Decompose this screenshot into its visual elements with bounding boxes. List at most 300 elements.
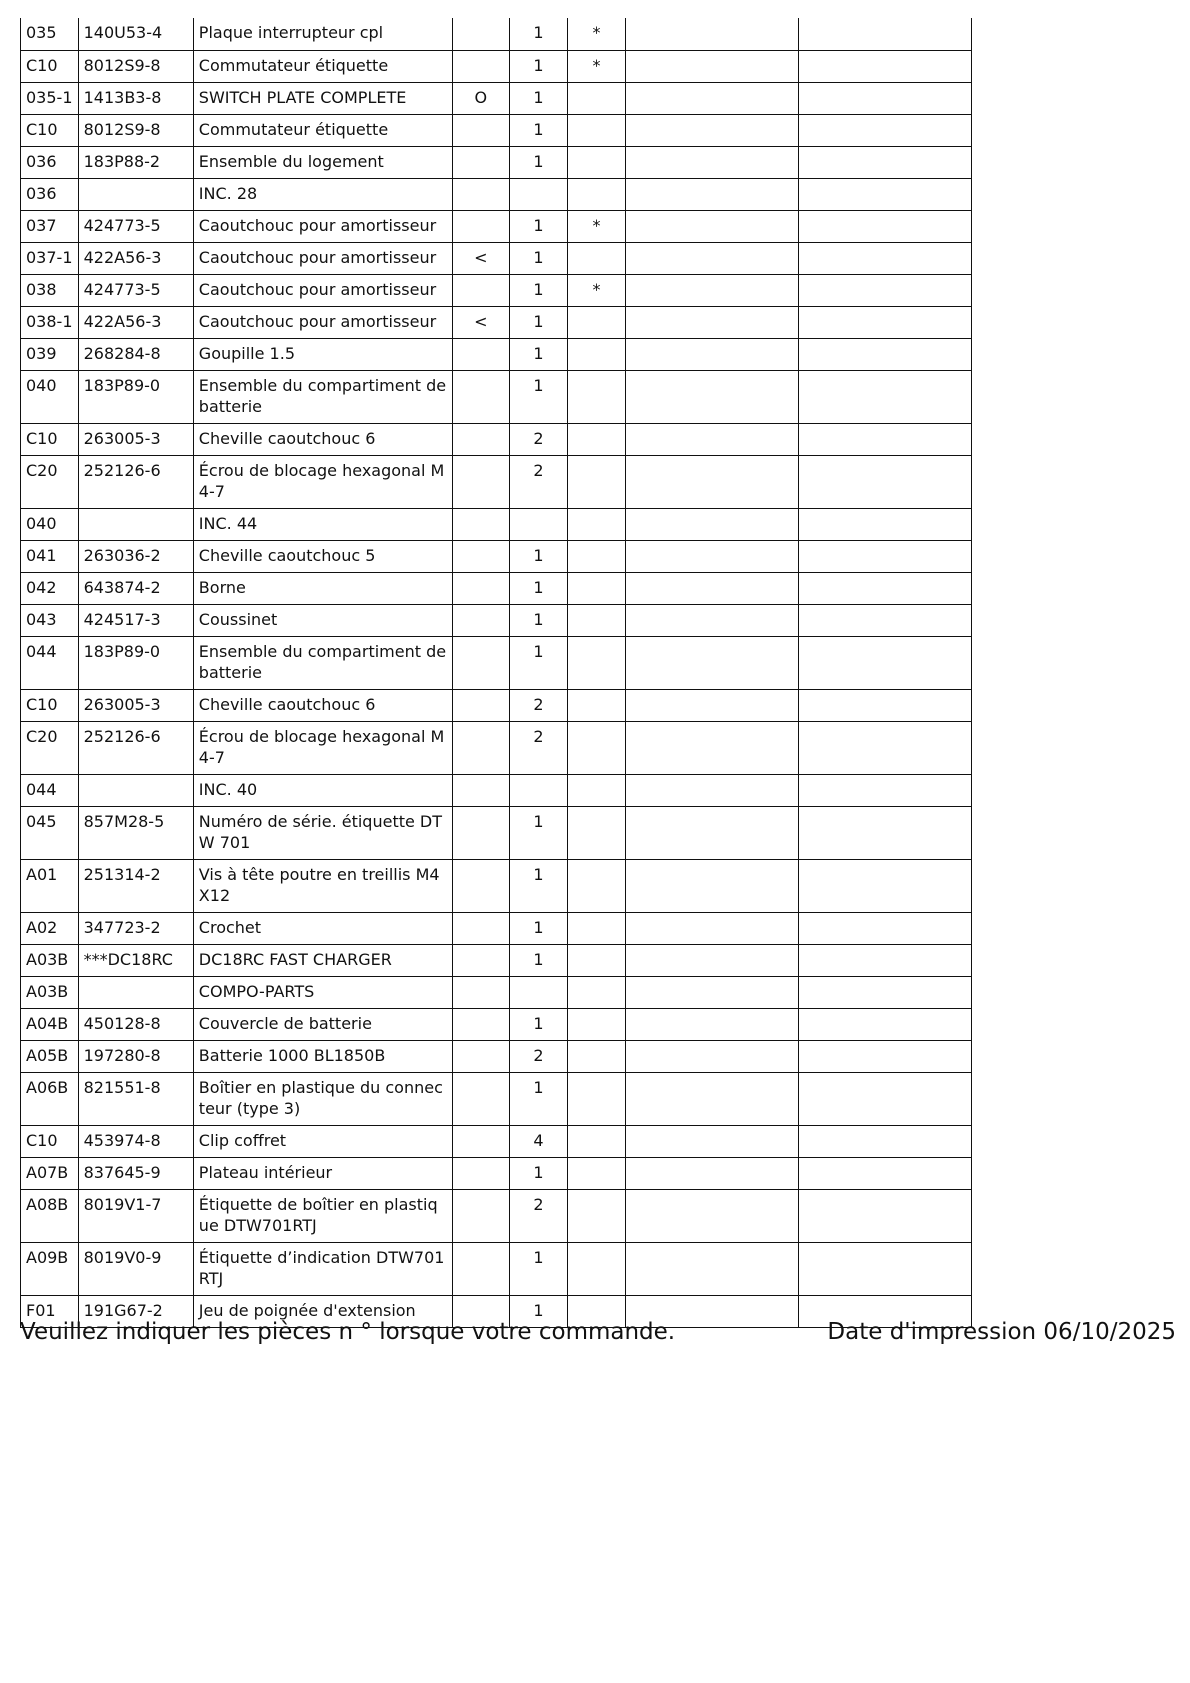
note-cell (567, 114, 626, 146)
description-cell (193, 370, 452, 423)
marker-cell (452, 572, 510, 604)
note-cell (567, 604, 626, 636)
empty-cell (626, 689, 799, 721)
description-cell (193, 774, 452, 806)
note-cell (567, 178, 626, 210)
part-number-text: 197280-8 (83, 1045, 161, 1065)
quantity-cell (510, 146, 568, 178)
marker-text (458, 807, 505, 811)
part-number-cell (78, 338, 193, 370)
marker-cell (452, 50, 510, 82)
item-number-text: 036 (26, 151, 57, 171)
note-text (573, 509, 621, 513)
empty-text (631, 1243, 793, 1247)
note-cell (567, 242, 626, 274)
part-number-text (84, 977, 188, 981)
item-number-cell (21, 976, 79, 1008)
part-number-cell (78, 976, 193, 1008)
item-number-text: 043 (26, 609, 57, 629)
marker-cell (452, 82, 510, 114)
quantity-cell (510, 859, 568, 912)
table-row (21, 806, 972, 859)
part-number-cell (78, 859, 193, 912)
description-text: Coussinet (198, 609, 278, 629)
note-cell (567, 689, 626, 721)
marker-cell (452, 455, 510, 508)
part-number-text: 424773-5 (83, 215, 161, 235)
empty-text (804, 147, 966, 151)
part-number-cell (78, 242, 193, 274)
description-text: Batterie 1000 BL1850B (198, 1045, 386, 1065)
empty-cell (626, 508, 799, 540)
quantity-text: 2 (533, 726, 544, 746)
item-number-text: F01 (26, 1300, 56, 1320)
empty-cell (799, 689, 972, 721)
description-text: SWITCH PLATE COMPLETE (198, 87, 407, 107)
empty-text (804, 722, 966, 726)
quantity-cell (510, 423, 568, 455)
empty-cell (799, 1040, 972, 1072)
marker-cell (452, 274, 510, 306)
empty-text (804, 51, 966, 55)
empty-text (631, 211, 793, 215)
note-text (573, 424, 621, 428)
empty-cell (799, 210, 972, 242)
description-text: Ensemble du compartiment de batterie (198, 641, 447, 682)
note-cell (567, 210, 626, 242)
item-number-cell (21, 423, 79, 455)
empty-cell (799, 859, 972, 912)
table-row (21, 689, 972, 721)
item-number-cell (21, 1072, 79, 1125)
quantity-text: 1 (533, 1162, 544, 1182)
note-cell (567, 370, 626, 423)
item-number-cell (21, 859, 79, 912)
empty-text (631, 637, 793, 641)
empty-cell (799, 18, 972, 50)
item-number-cell (21, 1157, 79, 1189)
marker-cell (452, 338, 510, 370)
description-cell (193, 604, 452, 636)
marker-cell (452, 859, 510, 912)
description-text: Écrou de blocage hexagonal M4-7 (198, 460, 445, 501)
empty-cell (799, 338, 972, 370)
item-number-text: 035-1 (26, 87, 73, 107)
description-cell (193, 210, 452, 242)
part-number-cell (78, 944, 193, 976)
empty-text (804, 913, 966, 917)
item-number-cell (21, 370, 79, 423)
description-cell (193, 18, 452, 50)
empty-text (804, 807, 966, 811)
empty-text (804, 371, 966, 375)
marker-text (458, 1243, 505, 1247)
note-text (573, 945, 621, 949)
quantity-cell (510, 306, 568, 338)
empty-text (631, 275, 793, 279)
marker-text (458, 509, 505, 513)
note-cell (567, 721, 626, 774)
item-number-text: C10 (26, 55, 58, 75)
marker-text (458, 456, 505, 460)
note-text (573, 307, 621, 311)
description-cell (193, 912, 452, 944)
description-cell (193, 806, 452, 859)
note-text (573, 605, 621, 609)
quantity-text (515, 775, 562, 779)
empty-text (631, 1296, 793, 1300)
table-row (21, 50, 972, 82)
item-number-cell (21, 572, 79, 604)
empty-text (804, 573, 966, 577)
quantity-cell (510, 370, 568, 423)
marker-cell (452, 721, 510, 774)
empty-cell (626, 912, 799, 944)
marker-cell (452, 636, 510, 689)
empty-cell (626, 1242, 799, 1295)
note-cell (567, 1157, 626, 1189)
empty-text (804, 1041, 966, 1045)
empty-cell (626, 18, 799, 50)
item-number-text: A08B (26, 1194, 69, 1214)
note-cell (567, 1242, 626, 1295)
note-text (573, 147, 621, 151)
marker-cell (452, 423, 510, 455)
description-text: INC. 44 (198, 513, 258, 533)
note-text (573, 1190, 621, 1194)
marker-text (458, 18, 505, 22)
empty-text (804, 860, 966, 864)
empty-cell (799, 1072, 972, 1125)
item-number-cell (21, 242, 79, 274)
note-cell (567, 50, 626, 82)
note-cell (567, 774, 626, 806)
table-row (21, 774, 972, 806)
part-number-text: 251314-2 (83, 864, 161, 884)
empty-text (631, 424, 793, 428)
part-number-cell (78, 689, 193, 721)
empty-text (804, 179, 966, 183)
quantity-cell (510, 944, 568, 976)
quantity-cell (510, 114, 568, 146)
quantity-cell (510, 721, 568, 774)
part-number-text: 252126-6 (83, 460, 161, 480)
quantity-text: 1 (533, 641, 544, 661)
description-text: Caoutchouc pour amortisseur (198, 247, 437, 267)
note-text (573, 1041, 621, 1045)
marker-text (458, 860, 505, 864)
marker-cell (452, 242, 510, 274)
table-row (21, 721, 972, 774)
empty-cell (626, 1008, 799, 1040)
item-number-cell (21, 774, 79, 806)
quantity-cell (510, 774, 568, 806)
part-number-cell (78, 604, 193, 636)
quantity-text: 1 (533, 23, 544, 42)
note-text (573, 456, 621, 460)
empty-cell (799, 774, 972, 806)
empty-text (804, 977, 966, 981)
empty-cell (799, 721, 972, 774)
description-text: Écrou de blocage hexagonal M4-7 (198, 726, 445, 767)
quantity-cell (510, 455, 568, 508)
empty-cell (799, 1008, 972, 1040)
note-cell (567, 912, 626, 944)
part-number-cell (78, 18, 193, 50)
empty-cell (626, 210, 799, 242)
note-cell (567, 976, 626, 1008)
note-text (573, 179, 621, 183)
quantity-text: 1 (533, 577, 544, 597)
part-number-text: 8012S9-8 (83, 55, 161, 75)
item-number-cell (21, 338, 79, 370)
item-number-cell (21, 114, 79, 146)
quantity-text: 1 (533, 247, 544, 267)
table-row (21, 572, 972, 604)
parts-table-body (21, 18, 972, 1327)
parts-table (20, 18, 972, 1328)
empty-cell (626, 976, 799, 1008)
quantity-cell (510, 210, 568, 242)
description-cell (193, 689, 452, 721)
empty-cell (626, 774, 799, 806)
note-text (573, 371, 621, 375)
part-number-text: ***DC18RC (83, 949, 173, 969)
marker-cell (452, 508, 510, 540)
empty-cell (799, 540, 972, 572)
description-cell (193, 721, 452, 774)
part-number-text: 453974-8 (83, 1130, 161, 1150)
quantity-cell (510, 1072, 568, 1125)
item-number-text: A07B (26, 1162, 69, 1182)
description-cell (193, 1189, 452, 1242)
quantity-cell (510, 912, 568, 944)
note-text: * (592, 23, 601, 42)
item-number-cell (21, 274, 79, 306)
part-number-text: 837645-9 (83, 1162, 161, 1182)
item-number-cell (21, 18, 79, 50)
note-text (573, 1158, 621, 1162)
quantity-text (515, 179, 562, 183)
item-number-text: C10 (26, 1130, 58, 1150)
quantity-text: 1 (533, 311, 544, 331)
description-cell (193, 338, 452, 370)
empty-cell (799, 178, 972, 210)
empty-cell (626, 1125, 799, 1157)
note-text (573, 243, 621, 247)
note-text (573, 115, 621, 119)
table-row (21, 636, 972, 689)
note-cell (567, 508, 626, 540)
table-row (21, 114, 972, 146)
empty-text (631, 51, 793, 55)
note-text (573, 1126, 621, 1130)
marker-cell (452, 306, 510, 338)
table-row (21, 82, 972, 114)
table-row (21, 1072, 972, 1125)
part-number-text (84, 509, 188, 513)
part-number-cell (78, 1157, 193, 1189)
note-text (573, 913, 621, 917)
empty-cell (626, 178, 799, 210)
note-text (573, 541, 621, 545)
quantity-text: 1 (533, 1300, 544, 1320)
empty-text (804, 637, 966, 641)
empty-text (631, 860, 793, 864)
quantity-text: 1 (533, 279, 544, 299)
print-date: Date d'impression 06/10/2025 (827, 1319, 1176, 1345)
table-row (21, 1040, 972, 1072)
item-number-cell (21, 455, 79, 508)
empty-text (631, 509, 793, 513)
empty-text (631, 1126, 793, 1130)
empty-text (804, 1296, 966, 1300)
item-number-text: A03B (26, 981, 69, 1001)
marker-text (458, 977, 505, 981)
item-number-cell (21, 1040, 79, 1072)
part-number-cell (78, 1189, 193, 1242)
quantity-text: 2 (533, 1194, 544, 1214)
quantity-cell (510, 50, 568, 82)
item-number-text: A03B (26, 949, 69, 969)
empty-cell (626, 944, 799, 976)
empty-cell (799, 274, 972, 306)
empty-cell (799, 508, 972, 540)
description-cell (193, 1242, 452, 1295)
table-row (21, 508, 972, 540)
empty-text (631, 807, 793, 811)
empty-cell (799, 636, 972, 689)
item-number-text: 035 (26, 23, 57, 42)
quantity-text: 1 (533, 917, 544, 937)
quantity-text: 2 (533, 694, 544, 714)
item-number-text: 040 (26, 375, 57, 395)
part-number-text: 643874-2 (83, 577, 161, 597)
empty-cell (626, 806, 799, 859)
item-number-cell (21, 721, 79, 774)
marker-text (458, 722, 505, 726)
part-number-text (84, 775, 188, 779)
part-number-text: 821551-8 (83, 1077, 161, 1097)
empty-cell (799, 976, 972, 1008)
item-number-text: 044 (26, 779, 57, 799)
marker-cell (452, 540, 510, 572)
empty-text (631, 147, 793, 151)
table-row (21, 912, 972, 944)
note-text (573, 807, 621, 811)
empty-text (631, 945, 793, 949)
item-number-cell (21, 210, 79, 242)
note-cell (567, 1125, 626, 1157)
marker-cell (452, 774, 510, 806)
part-number-cell (78, 306, 193, 338)
item-number-text: 039 (26, 343, 57, 363)
empty-text (804, 275, 966, 279)
part-number-cell (78, 1242, 193, 1295)
empty-cell (626, 423, 799, 455)
part-number-cell (78, 1008, 193, 1040)
item-number-cell (21, 806, 79, 859)
part-number-cell (78, 423, 193, 455)
quantity-cell (510, 1189, 568, 1242)
quantity-text: 1 (533, 545, 544, 565)
note-text (573, 860, 621, 864)
marker-cell (452, 912, 510, 944)
item-number-cell (21, 912, 79, 944)
empty-cell (799, 242, 972, 274)
quantity-text: 1 (533, 609, 544, 629)
part-number-text (84, 179, 188, 183)
item-number-cell (21, 1189, 79, 1242)
marker-cell (452, 976, 510, 1008)
quantity-cell (510, 1157, 568, 1189)
quantity-text: 2 (533, 1045, 544, 1065)
quantity-text: 1 (533, 1013, 544, 1033)
empty-cell (799, 944, 972, 976)
description-text: Caoutchouc pour amortisseur (198, 279, 437, 299)
item-number-text: 045 (26, 811, 57, 831)
quantity-text: 1 (533, 1247, 544, 1267)
empty-cell (626, 1072, 799, 1125)
marker-text (458, 1296, 505, 1300)
description-text: Borne (198, 577, 246, 597)
quantity-text (515, 977, 562, 981)
empty-text (631, 977, 793, 981)
note-cell (567, 944, 626, 976)
description-cell (193, 455, 452, 508)
description-cell (193, 540, 452, 572)
empty-text (804, 1073, 966, 1077)
empty-cell (626, 604, 799, 636)
item-number-cell (21, 1242, 79, 1295)
item-number-text: 038 (26, 279, 57, 299)
empty-cell (799, 572, 972, 604)
part-number-cell (78, 1040, 193, 1072)
quantity-cell (510, 18, 568, 50)
description-text: INC. 28 (198, 183, 258, 203)
empty-text (631, 307, 793, 311)
description-text: Caoutchouc pour amortisseur (198, 215, 437, 235)
note-text (573, 83, 621, 87)
empty-cell (799, 370, 972, 423)
part-number-text: 8019V0-9 (83, 1247, 162, 1267)
marker-cell (452, 210, 510, 242)
part-number-text: 450128-8 (83, 1013, 161, 1033)
marker-text (458, 913, 505, 917)
marker-cell (452, 1008, 510, 1040)
description-text: Cheville caoutchouc 6 (198, 694, 376, 714)
table-row (21, 146, 972, 178)
item-number-text: C20 (26, 460, 58, 480)
table-row (21, 455, 972, 508)
empty-cell (626, 540, 799, 572)
quantity-text: 2 (533, 428, 544, 448)
quantity-text: 2 (533, 460, 544, 480)
table-row (21, 306, 972, 338)
item-number-cell (21, 689, 79, 721)
table-row (21, 1125, 972, 1157)
part-number-cell (78, 178, 193, 210)
item-number-text: 038-1 (26, 311, 73, 331)
note-text (573, 1243, 621, 1247)
note-cell (567, 1008, 626, 1040)
empty-cell (799, 604, 972, 636)
part-number-text: 424773-5 (83, 279, 161, 299)
empty-text (631, 83, 793, 87)
quantity-cell (510, 242, 568, 274)
empty-cell (626, 146, 799, 178)
quantity-text: 1 (533, 151, 544, 171)
